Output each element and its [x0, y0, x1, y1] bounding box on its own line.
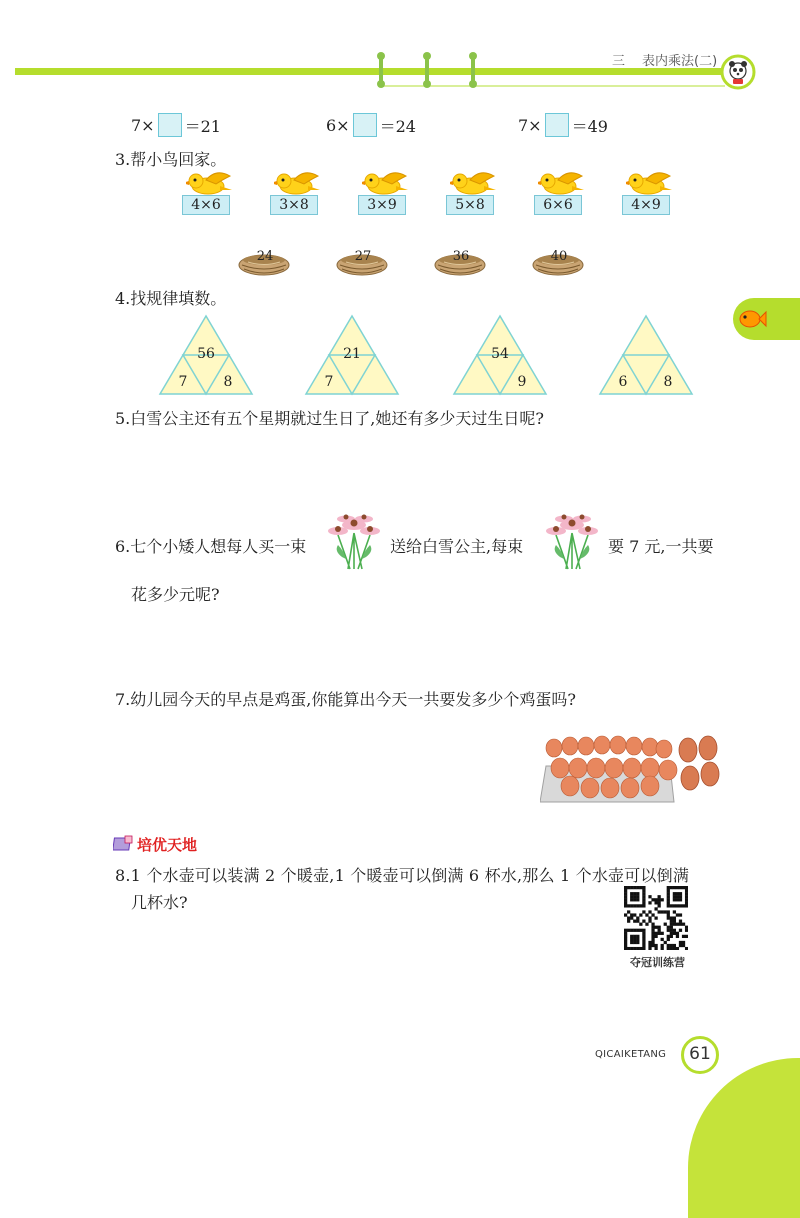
question-6-line2: 花多少元呢?: [131, 585, 220, 604]
question-8-line1: 8.1 个水壶可以装满 2 个暖壶,1 个暖壶可以倒满 6 杯水,那么 1 个水壶可以倒满: [115, 866, 690, 885]
egg-tray-image: [540, 718, 730, 804]
bird-icon: [626, 172, 674, 196]
triangle-left-number: 6: [618, 374, 628, 390]
triangle-right-number: 8: [663, 374, 673, 390]
flower-bouquet-icon: [324, 511, 386, 571]
equation-right: ＝49: [571, 116, 608, 136]
chapter-number: 三: [612, 54, 626, 69]
flower-bouquet-icon: [542, 511, 604, 571]
bird-expression: 4×9: [622, 195, 670, 215]
equation-1: [131, 113, 221, 137]
triangle-top-number: 54: [491, 346, 509, 362]
triangle-right-number: 8: [223, 374, 233, 390]
triangle-right-number: 9: [517, 374, 527, 390]
question-8-line2: 几杯水?: [131, 893, 188, 912]
equation-left: 7×: [131, 115, 155, 135]
triangle-left-number: 7: [324, 374, 334, 390]
bird-icon: [186, 172, 234, 196]
bird-icon: [538, 172, 586, 196]
bird-expression: 6×6: [534, 195, 582, 215]
panda-badge-icon: [720, 54, 756, 90]
footer-green-blob: [688, 1058, 800, 1218]
equation-right: ＝24: [379, 116, 416, 136]
page-number: 61: [689, 1044, 711, 1064]
equation-left: 6×: [326, 115, 350, 135]
qr-caption: 夺冠训练营: [630, 956, 685, 969]
qr-code-icon[interactable]: [624, 886, 688, 950]
question-3-text: 3.帮小鸟回家。: [115, 150, 227, 169]
question-6-part2: 送给白雪公主,每束: [390, 537, 524, 556]
nest-number: 27: [354, 249, 372, 264]
equation-2: [326, 113, 416, 137]
section-title: 培优天地: [137, 836, 198, 854]
question-7-text: 7.幼儿园今天的早点是鸡蛋,你能算出今天一共要发多少个鸡蛋吗?: [115, 690, 576, 709]
bird-expression: 4×6: [182, 195, 230, 215]
answer-box[interactable]: [158, 113, 182, 137]
triangle-top-number: 56: [197, 346, 215, 362]
equation-3: [518, 113, 608, 137]
question-5-text: 5.白雪公主还有五个星期就过生日了,她还有多少天过生日呢?: [115, 409, 544, 428]
answer-box[interactable]: [353, 113, 377, 137]
triangle-left-number: 7: [178, 374, 188, 390]
bird-expression: 5×8: [446, 195, 494, 215]
binder-rings-icon: [370, 48, 490, 93]
chapter-title: 表内乘法(二): [642, 54, 718, 69]
answer-box[interactable]: [545, 113, 569, 137]
nest-number: 36: [452, 249, 470, 264]
question-6-part1: 6.七个小矮人想每人买一束: [115, 537, 307, 556]
bird-icon: [450, 172, 498, 196]
bird-expression: 3×9: [358, 195, 406, 215]
bird-icon: [362, 172, 410, 196]
question-6-part3: 要 7 元,一共要: [608, 537, 714, 556]
fish-icon: [737, 307, 767, 331]
question-4-text: 4.找规律填数。: [115, 289, 227, 308]
footer-brand: QICAIKETANG: [595, 1049, 667, 1060]
section-book-icon: [113, 834, 135, 852]
nest-number: 24: [256, 249, 274, 264]
bird-icon: [274, 172, 322, 196]
bird-expression: 3×8: [270, 195, 318, 215]
equation-right: ＝21: [184, 116, 221, 136]
triangle-top-number: 21: [343, 346, 361, 362]
nest-number: 40: [550, 249, 568, 264]
equation-left: 7×: [518, 115, 542, 135]
